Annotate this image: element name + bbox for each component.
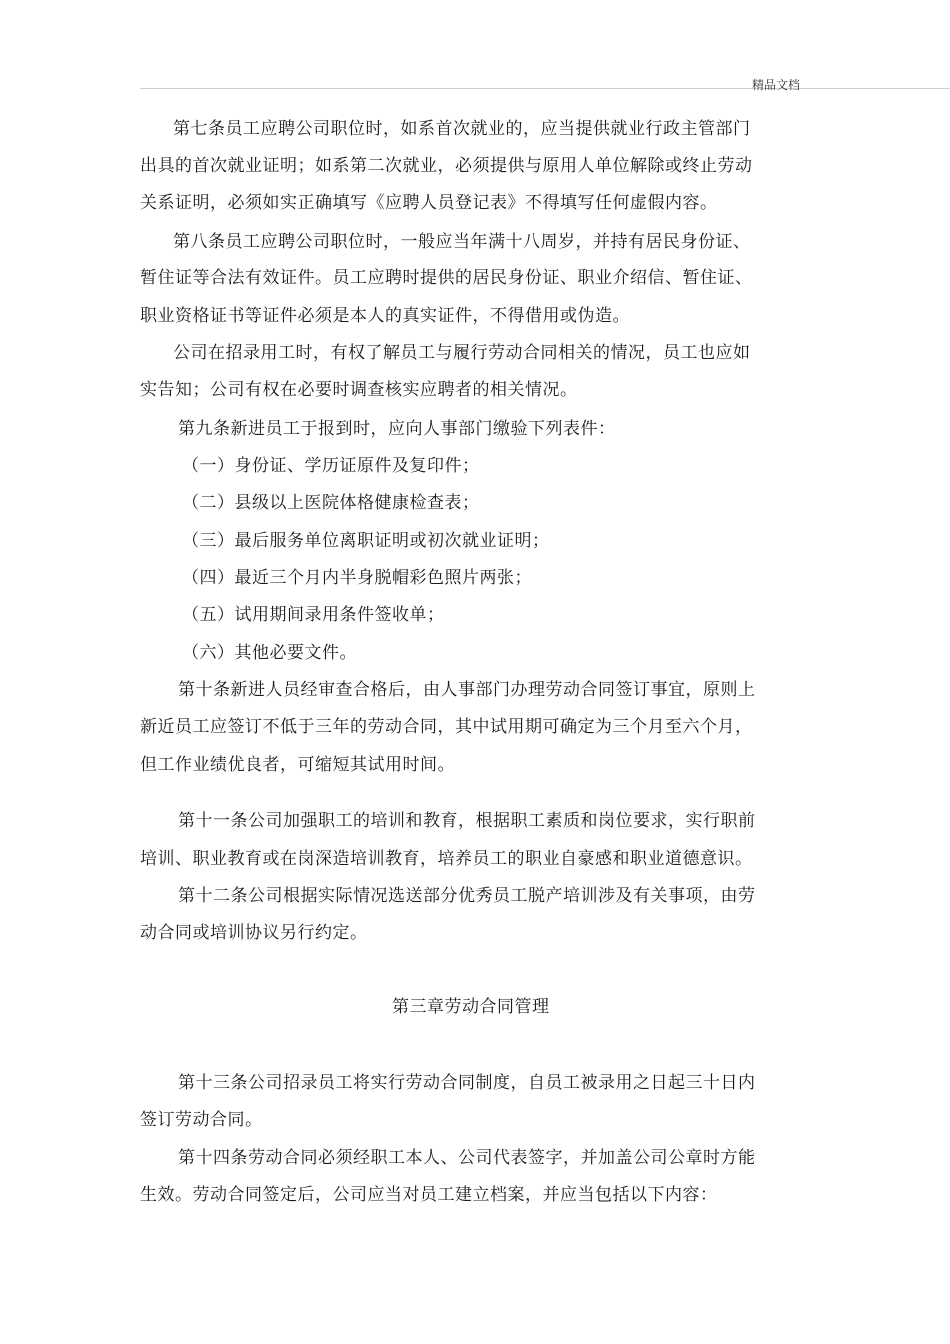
line-15: （六）其他必要文件。 [182,643,357,663]
line-11: （二）县级以上医院体格健康检查表； [182,493,480,513]
line-8: 实告知；公司有权在必要时调查核实应聘者的相关情况。 [140,380,578,400]
line-9: 第九条新进员工于报到时，应向人事部门缴验下列表件： [178,419,616,439]
line-5: 暂住证等合法有效证件。员工应聘时提供的居民身份证、职业介绍信、暂住证、 [140,268,753,288]
chapter-heading: 第三章劳动合同管理 [392,997,550,1017]
line-19: 第十一条公司加强职工的培训和教育，根据职工素质和岗位要求，实行职前 [178,811,756,831]
line-20: 培训、职业教育或在岗深造培训教育，培养员工的职业自豪感和职业道德意识。 [140,849,753,869]
header-mark: 精品文档 [752,78,801,92]
line-26: 第十四条劳动合同必须经职工本人、公司代表签字，并加盖公司公章时方能 [178,1148,756,1168]
line-16: 第十条新进人员经审查合格后，由人事部门办理劳动合同签订事宜，原则上 [178,680,756,700]
line-14: （五）试用期间录用条件签收单； [182,605,445,625]
header-rule [140,88,950,89]
line-18: 但工作业绩优良者，可缩短其试用时间。 [140,755,455,775]
line-13: （四）最近三个月内半身脱帽彩色照片两张； [182,568,532,588]
line-1: 第七条员工应聘公司职位时，如系首次就业的，应当提供就业行政主管部门 [173,119,751,139]
line-2: 出具的首次就业证明；如系第二次就业，必须提供与原用人单位解除或终止劳动 [140,156,753,176]
line-27: 生效。劳动合同签定后，公司应当对员工建立档案，并应当包括以下内容： [140,1185,718,1205]
line-3: 关系证明，必须如实正确填写《应聘人员登记表》不得填写任何虚假内容。 [140,193,718,213]
line-21: 第十二条公司根据实际情况选送部分优秀员工脱产培训涉及有关事项，由劳 [178,886,756,906]
line-10: （一）身份证、学历证原件及复印件； [182,456,480,476]
line-6: 职业资格证书等证件必须是本人的真实证件，不得借用或伪造。 [140,306,630,326]
line-17: 新近员工应签订不低于三年的劳动合同，其中试用期可确定为三个月至六个月， [140,717,753,737]
line-22: 动合同或培训协议另行约定。 [140,923,368,943]
line-25: 签订劳动合同。 [140,1110,263,1130]
line-7: 公司在招录用工时，有权了解员工与履行劳动合同相关的情况，员工也应如 [173,343,751,363]
line-12: （三）最后服务单位离职证明或初次就业证明； [182,531,550,551]
line-4: 第八条员工应聘公司职位时，一般应当年满十八周岁，并持有居民身份证、 [173,232,751,252]
line-24: 第十三条公司招录员工将实行劳动合同制度，自员工被录用之日起三十日内 [178,1073,756,1093]
